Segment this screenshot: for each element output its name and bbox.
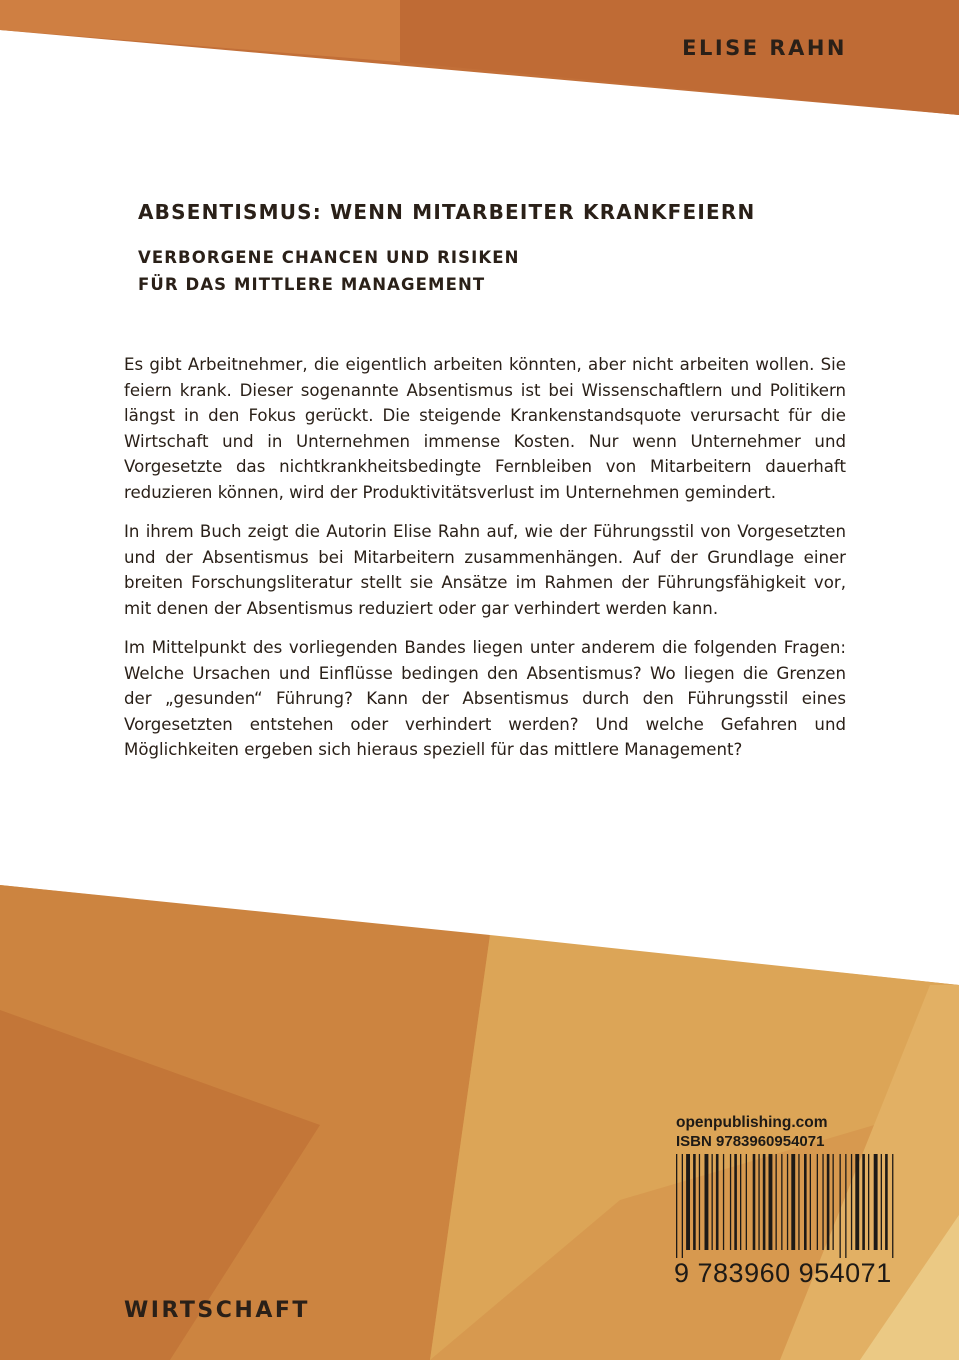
subtitle-line-1: VERBORGENE CHANCEN UND RISIKEN <box>138 248 520 267</box>
barcode-digits: 9 783960 954071 <box>674 1258 892 1288</box>
publisher-website: openpublishing.com <box>676 1114 828 1131</box>
barcode-bar <box>881 1154 882 1250</box>
barcode-bar <box>740 1154 741 1250</box>
barcode-bar <box>833 1154 834 1250</box>
category-label: WIRTSCHAFT <box>124 1298 310 1323</box>
barcode-bar <box>682 1154 683 1258</box>
barcode-bar <box>712 1154 713 1250</box>
barcode-bar <box>787 1154 788 1250</box>
barcode-bar <box>693 1154 696 1250</box>
barcode-bar <box>699 1154 700 1250</box>
book-subtitle <box>138 244 520 298</box>
subtitle-line-2: FÜR DAS MITTLERE MANAGEMENT <box>138 275 486 294</box>
barcode-bar <box>822 1154 823 1250</box>
barcode-bar <box>705 1154 709 1250</box>
author-name: ELISE RAHN <box>682 36 847 60</box>
barcode-bar <box>753 1154 756 1250</box>
barcode-bar <box>730 1154 731 1250</box>
barcode-bar <box>776 1154 777 1250</box>
barcode-bar <box>686 1154 690 1250</box>
isbn-label: ISBN 9783960954071 <box>676 1133 825 1150</box>
barcode-bar <box>676 1154 677 1258</box>
barcode-bar <box>769 1154 773 1250</box>
barcode-bar <box>723 1154 724 1250</box>
barcode-bar <box>827 1154 830 1250</box>
barcode-bar <box>840 1154 841 1258</box>
barcode-bar <box>763 1154 766 1250</box>
barcode-bar <box>862 1154 865 1250</box>
barcode-bar <box>810 1154 811 1250</box>
barcode-bar <box>845 1154 846 1258</box>
top-band-highlight <box>0 0 400 62</box>
book-title: ABSENTISMUS: WENN MITARBEITER KRANKFEIERN <box>138 200 756 224</box>
blurb-text <box>124 352 846 777</box>
barcode-bar <box>798 1154 799 1250</box>
barcode-bar <box>885 1154 888 1250</box>
barcode-bar <box>804 1154 807 1250</box>
blurb-paragraph-3: Im Mittelpunkt des vorliegenden Bandes liegen unter anderem die folgenden Fragen: Welche Ursachen und Einflüsse bedingen den Absentismus? Wo liegen die Grenzen der „gesunden“ Führung? Kann der Absentismus durch den Führungsstil eines Vorgesetzten entstehen oder verhindert werden? Und welche Gefahren und Möglichkeiten ergeben sich hieraus speziell für das mittlere Management? <box>124 638 846 759</box>
barcode-bar <box>851 1154 852 1250</box>
blurb-paragraph-1: Es gibt Arbeitnehmer, die eigentlich arbeiten könnten, aber nicht arbeiten wollen. Sie feiern krank. Dieser sogenannte Absentismus ist bei Wissenschaftlern und Politikern längst in den Fokus gerückt. Die steigende Krankenstandsquote verursacht für die Wirtschaft und in Unternehmen immense Kosten. Nur wenn Unternehmer und Vorgesetzte das nichtkrankheitsbedingte Fernbleiben von Mitarbeitern dauerhaft reduzieren können, wird der Produktivitätsverlust im Unternehmen gemindert. <box>124 355 846 502</box>
barcode-bar <box>781 1154 782 1250</box>
barcode-bar <box>874 1154 878 1250</box>
top-band-shade <box>400 0 959 115</box>
barcode-bar <box>817 1154 818 1250</box>
barcode-image <box>674 1154 898 1258</box>
barcode-bar <box>791 1154 795 1250</box>
barcode-bar <box>734 1154 737 1250</box>
barcode-bar <box>746 1154 747 1250</box>
barcode-bar <box>855 1154 859 1250</box>
barcode-bar <box>716 1154 719 1250</box>
blurb-paragraph-2: In ihrem Buch zeigt die Autorin Elise Rahn auf, wie der Führungsstil von Vorgesetzten und der Absentismus bei Mitarbeitern zusammenhängen. Auf der Grundlage einer breiten Forschungsliteratur stellt sie Ansätze im Rahmen der Führungsfähigkeit vor, mit denen der Absentismus reduziert oder gar verhindert werden kann. <box>124 522 846 618</box>
barcode-bar <box>892 1154 893 1258</box>
barcode-bar <box>758 1154 759 1250</box>
barcode-bar <box>868 1154 869 1250</box>
